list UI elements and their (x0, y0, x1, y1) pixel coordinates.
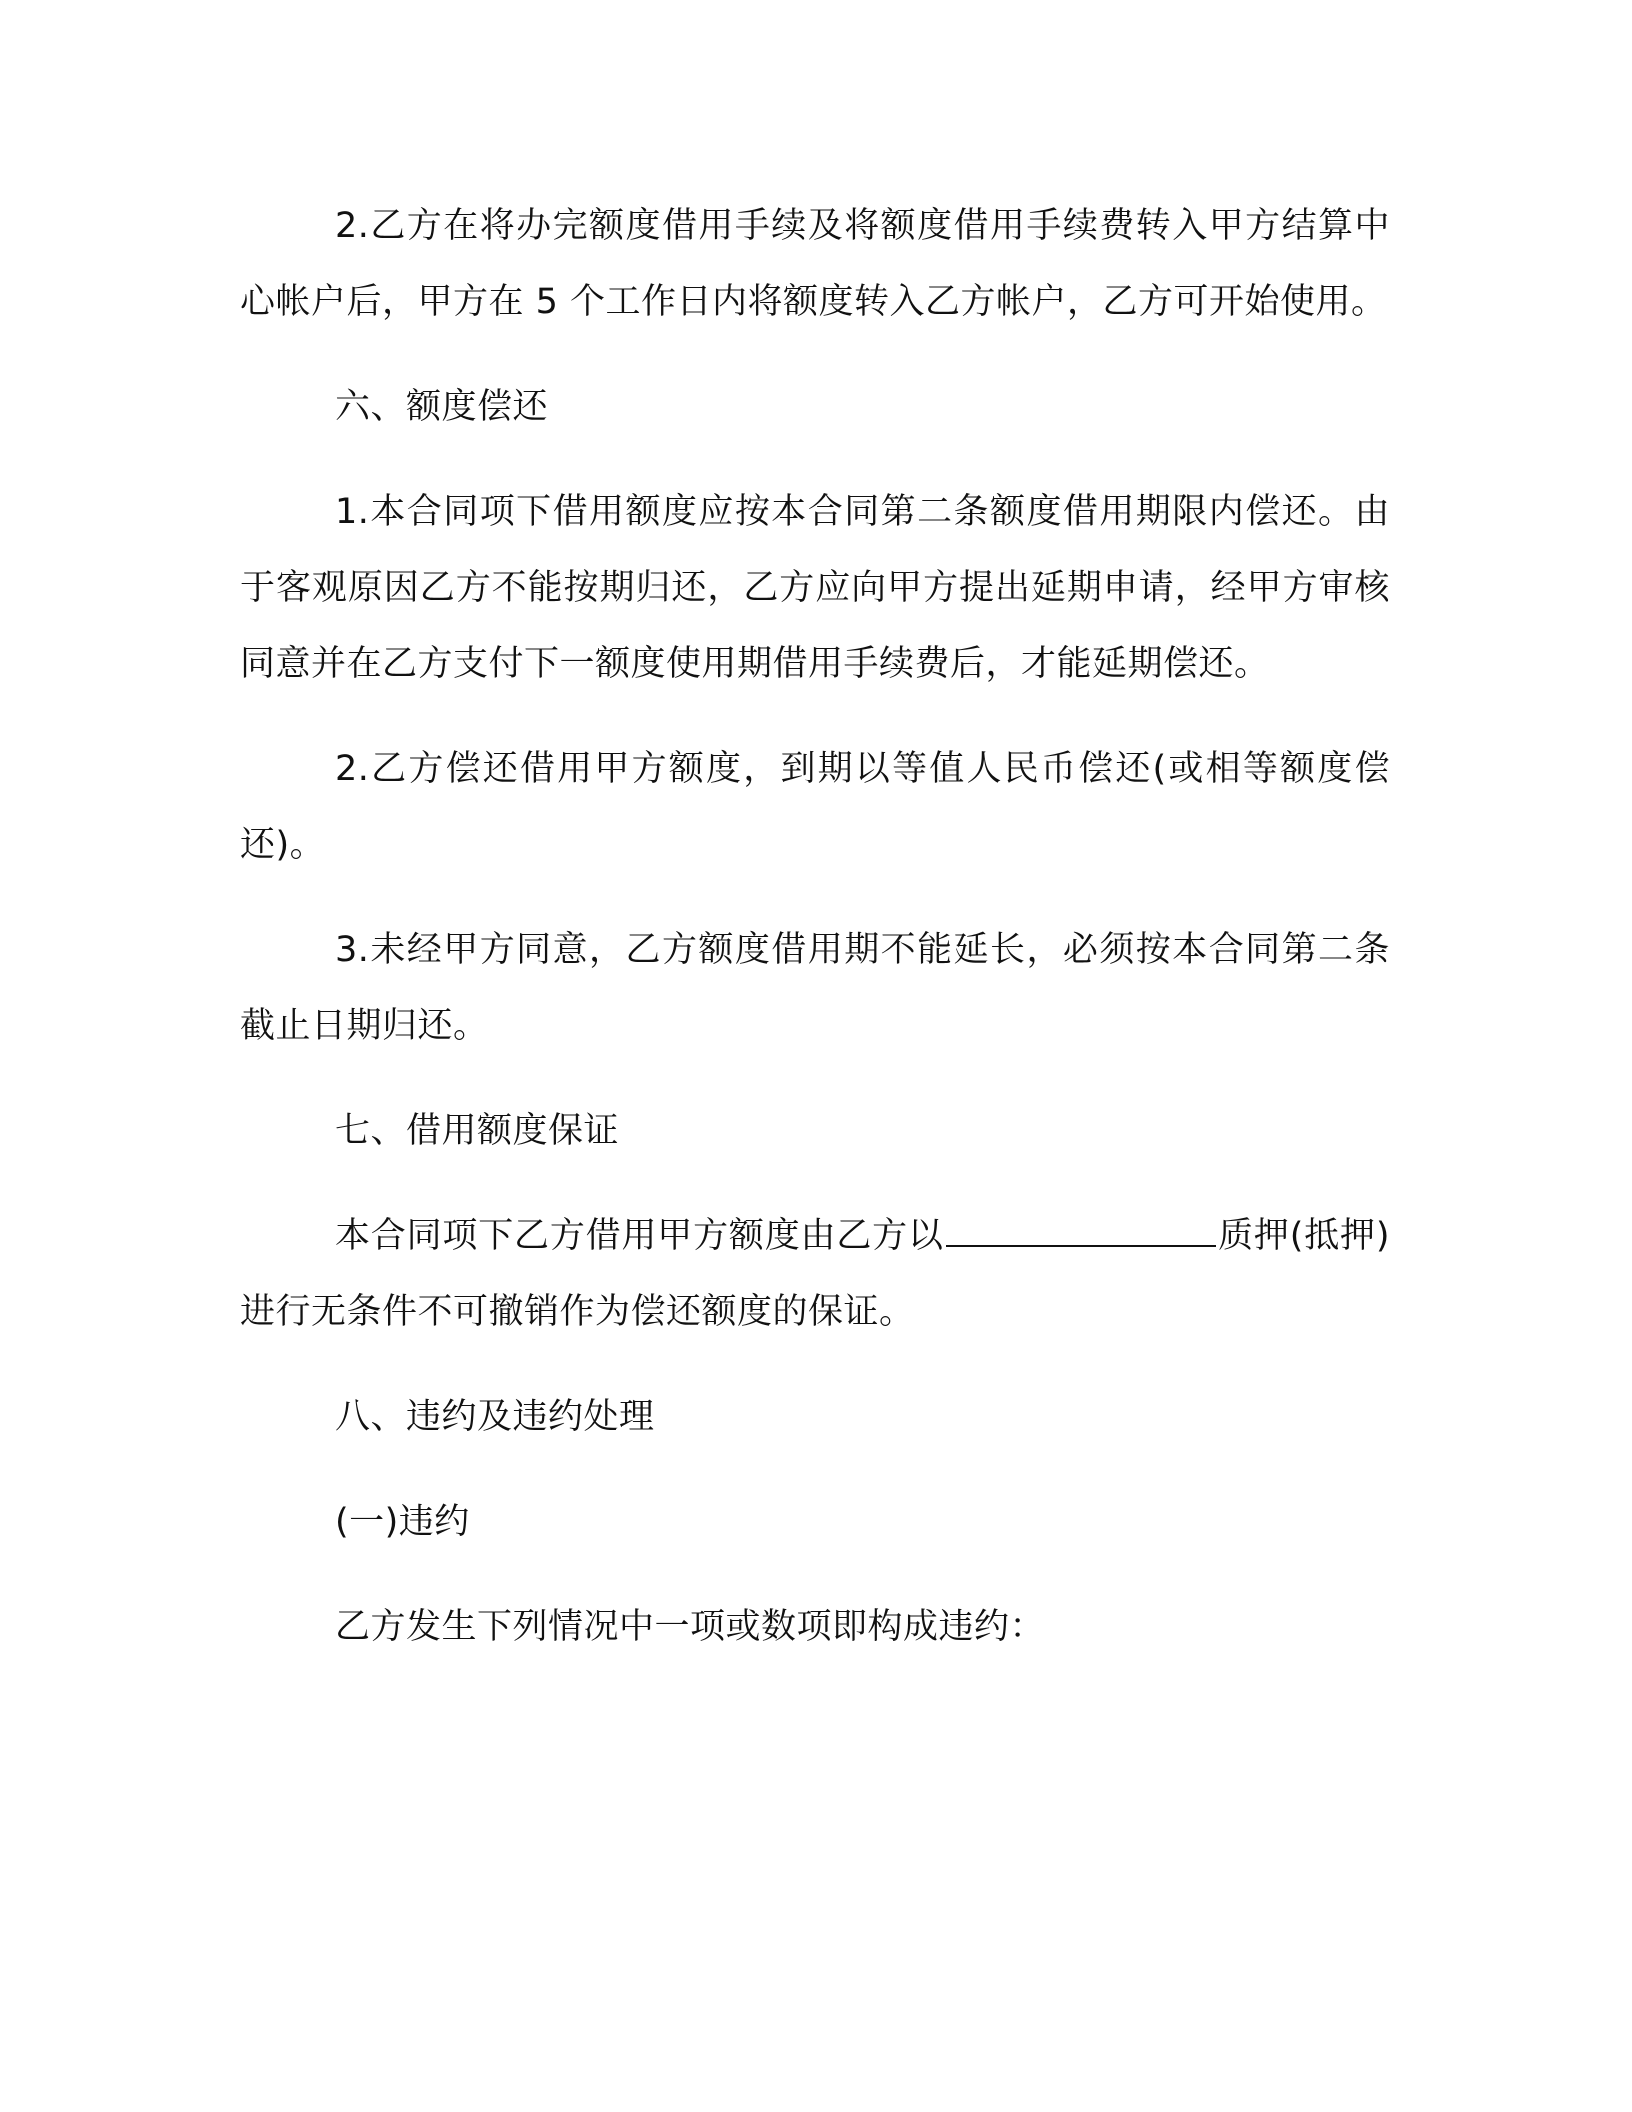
clause-6-1-paragraph: 1.本合同项下借用额度应按本合同第二条额度借用期限内偿还。由于客观原因乙方不能按期归还，乙方应向甲方提出延期申请，经甲方审核同意并在乙方支付下一额度使用期借用手续费后，才能延期偿还。 (240, 492, 1390, 684)
section-6-heading: 六、额度偿还 (335, 387, 549, 427)
breach-intro-paragraph: 乙方发生下列情况中一项或数项即构成违约： (335, 1607, 1046, 1647)
section-8-subheading-breach: (一)违约 (335, 1502, 470, 1542)
clause-6-3-paragraph: 3.未经甲方同意，乙方额度借用期不能延长，必须按本合同第二条截止日期归还。 (240, 930, 1390, 1046)
clause-7-text-before-blank: 本合同项下乙方借用甲方额度由乙方以 (335, 1216, 944, 1256)
clause-6-2-paragraph: 2.乙方偿还借用甲方额度，到期以等值人民币偿还(或相等额度偿还)。 (240, 749, 1390, 865)
clause-7-paragraph (240, 1198, 1390, 1350)
clause-5-2-paragraph: 2.乙方在将办完额度借用手续及将额度借用手续费转入甲方结算中心帐户后，甲方在 5 个工作日内将额度转入乙方帐户，乙方可开始使用。 (240, 206, 1390, 322)
section-7-heading: 七、借用额度保证 (335, 1111, 620, 1151)
pledge-fill-in-blank (946, 1215, 1216, 1247)
document-body (240, 188, 1390, 1665)
section-8-heading: 八、违约及违约处理 (335, 1397, 655, 1437)
clause-7-text-after-blank: 质押(抵押)进行无条件不可撤销作为偿还额度的保证。 (240, 1216, 1390, 1332)
